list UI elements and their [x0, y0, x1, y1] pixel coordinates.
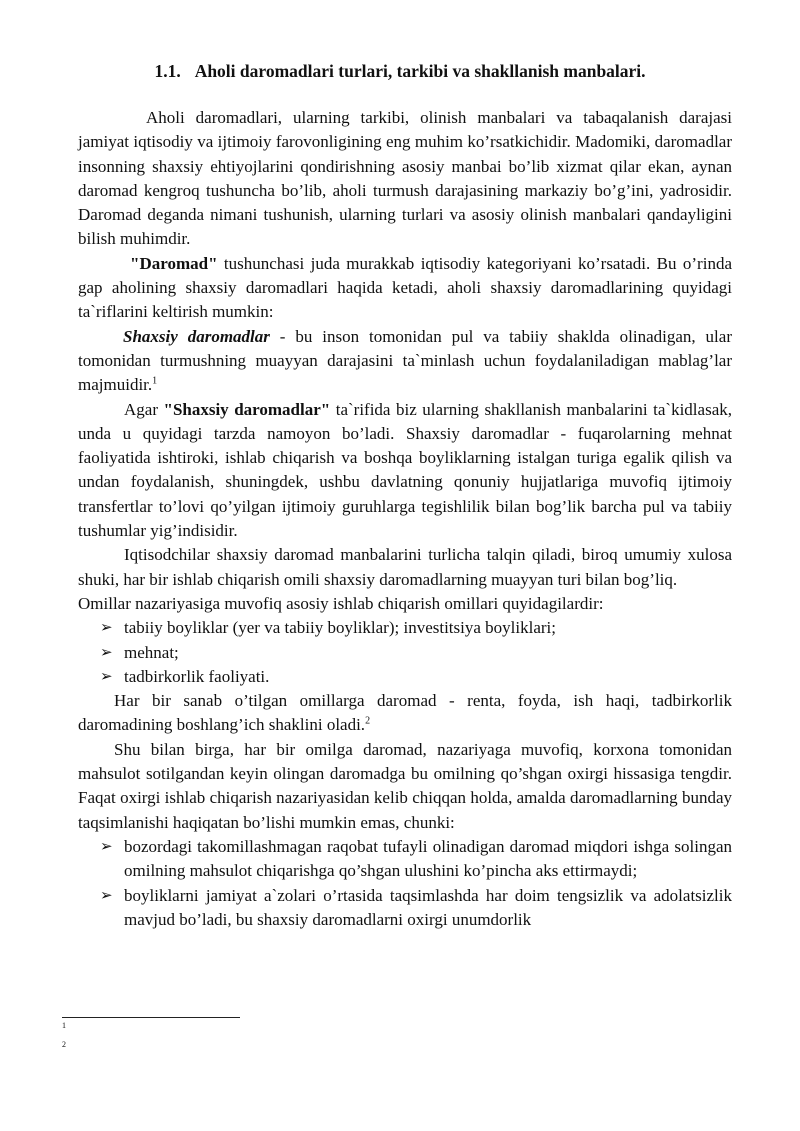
paragraph-7	[78, 689, 732, 738]
footnote-2-marker: 2	[62, 1040, 66, 1049]
arrow-bullet-icon: ➢	[100, 620, 113, 637]
term-shaxsiy-daromadlar-quoted: "Shaxsiy daromadlar"	[163, 399, 331, 419]
term-shaxsiy-daromadlar: Shaxsiy daromadlar	[123, 326, 270, 346]
footnote-1-marker: 1	[62, 1021, 66, 1030]
paragraph-8: Shu bilan birga, har bir omilga daromad, nazariyaga muvofiq, korxona tomonidan mahsulot sotilgandan keyin olingan daromadga bu omilning qo’shgan oxirgi hissasiga tengdir. Faqat oxirgi ishlab chiqarish nazariyasidan kelib chiqqan holda, amalda daromadlarning bunday taqsimlanishi haqiqatan bo’lishi mumkin emas, chunki:	[78, 739, 732, 832]
term-daromad: "Daromad"	[130, 253, 218, 273]
section-heading	[0, 59, 800, 83]
document-body	[78, 106, 732, 932]
arrow-bullet-icon: ➢	[100, 644, 113, 661]
list-item-text: tabiiy boyliklar (yer va tabiiy boyliklar); investitsiya boyliklari;	[124, 618, 556, 638]
list-item	[78, 665, 732, 689]
paragraph-1: Aholi daromadlari, ularning tarkibi, olinish manbalari va tabaqalanish darajasi jamiyat iqtisodiy va ijtimoiy farovonligining eng muhim ko’rsatkichidir. Madomiki, daromadlar insonning shaxsiy ehtiyojlarini qondirishning asosiy manbai bo’lib xizmat qilar ekan, aynan daromad kengroq tushuncha bo’lib, aholi turmush darajasining markaziy bo’g’ini, yadrosidir. Daromad deganda nimani tushunish, ularning turlari va asosiy olinish manbalari qandayligini bilish muhimdir.	[78, 108, 732, 249]
list-item	[78, 641, 732, 665]
paragraph-2	[78, 252, 732, 325]
footnote-separator	[62, 1017, 240, 1018]
paragraph-6: Omillar nazariyasiga muvofiq asosiy ishlab chiqarish omillari quyidagilardir:	[78, 593, 604, 613]
arrow-bullet-icon: ➢	[100, 887, 113, 904]
list-item-text: boyliklarni jamiyat a`zolari o’rtasida taqsimlashda har doim tengsizlik va adolatsizlik mavjud bo’ladi, bu shaxsiy daromadlarni oxirgi unumdorlik	[124, 885, 732, 929]
list-item-text: mehnat;	[124, 642, 179, 662]
section-title: Aholi daromadlari turlari, tarkibi va shakllanish manbalari.	[194, 61, 646, 81]
list-item	[78, 835, 732, 884]
reasons-list	[78, 835, 732, 932]
paragraph-7-text: Har bir sanab o’tilgan omillarga daromad - renta, foyda, ish haqi, tadbirkorlik daromadining boshlang’ich shaklini oladi.	[78, 691, 732, 735]
section-number: 1.1.	[154, 61, 181, 81]
list-item-text: bozordagi takomillashmagan raqobat tufayli olinadigan daromad miqdori ishga solingan omilning mahsulot chiqarishga qo’shgan ulushini ko’pincha aks ettirmaydi;	[124, 836, 732, 881]
paragraph-4	[78, 398, 732, 544]
footnote-ref-2[interactable]: 2	[365, 715, 371, 727]
paragraph-3-text: - bu inson tomonidan pul va tabiiy shaklda olinadigan, ular tomonidan turmushning muayyan darajasini ta`minlash uchun foydalaniladigan mablag’lar majmuidir.	[78, 326, 732, 395]
paragraph-5: Iqtisodchilar shaxsiy daromad manbalarini turlicha talqin qiladi, biroq umumiy xulosa shuki, har bir ishlab chiqarish omili shaxsiy daromadlarning muayyan turi bilan bog’liq.	[78, 545, 732, 589]
paragraph-2-text: tushunchasi juda murakkab iqtisodiy kategoriyani ko’rsatadi. Bu o’rinda gap aholining shaxsiy daromadlari haqida ketadi, aholi shaxsiy daromadlarining quyidagi ta`riflarini keltirish mumkin:	[78, 253, 732, 322]
paragraph-4-start: Agar	[124, 399, 164, 419]
arrow-bullet-icon: ➢	[100, 668, 113, 685]
list-item	[78, 616, 732, 640]
list-item-text: tadbirkorlik faoliyati.	[124, 666, 270, 686]
list-item	[78, 884, 732, 933]
paragraph-3	[78, 325, 732, 398]
paragraph-4-text: ta`rifida biz ularning shakllanish manbalarini ta`kidlasak, unda u quyidagi tarzda namoyon bo’ladi. Shaxsiy daromadlar - fuqarolarning mehnat faoliyatida ishtiroki, ishlab chiqarish va boshqa boyliklarning istalgan turiga egalik qilish va undan foydalanish, shuningdek, ushbu davlatning qonuniy hujjatlariga muvofiq ijtimoiy transfertlar to’lovi qo’yilgan ijtimoiy guruhlarga tegishlilik bilan bog’lik barcha pul va tabiiy tushumlar yig’indisidir.	[78, 399, 732, 541]
factors-list	[78, 616, 732, 689]
arrow-bullet-icon: ➢	[100, 838, 113, 855]
footnote-ref-1[interactable]: 1	[152, 375, 158, 387]
